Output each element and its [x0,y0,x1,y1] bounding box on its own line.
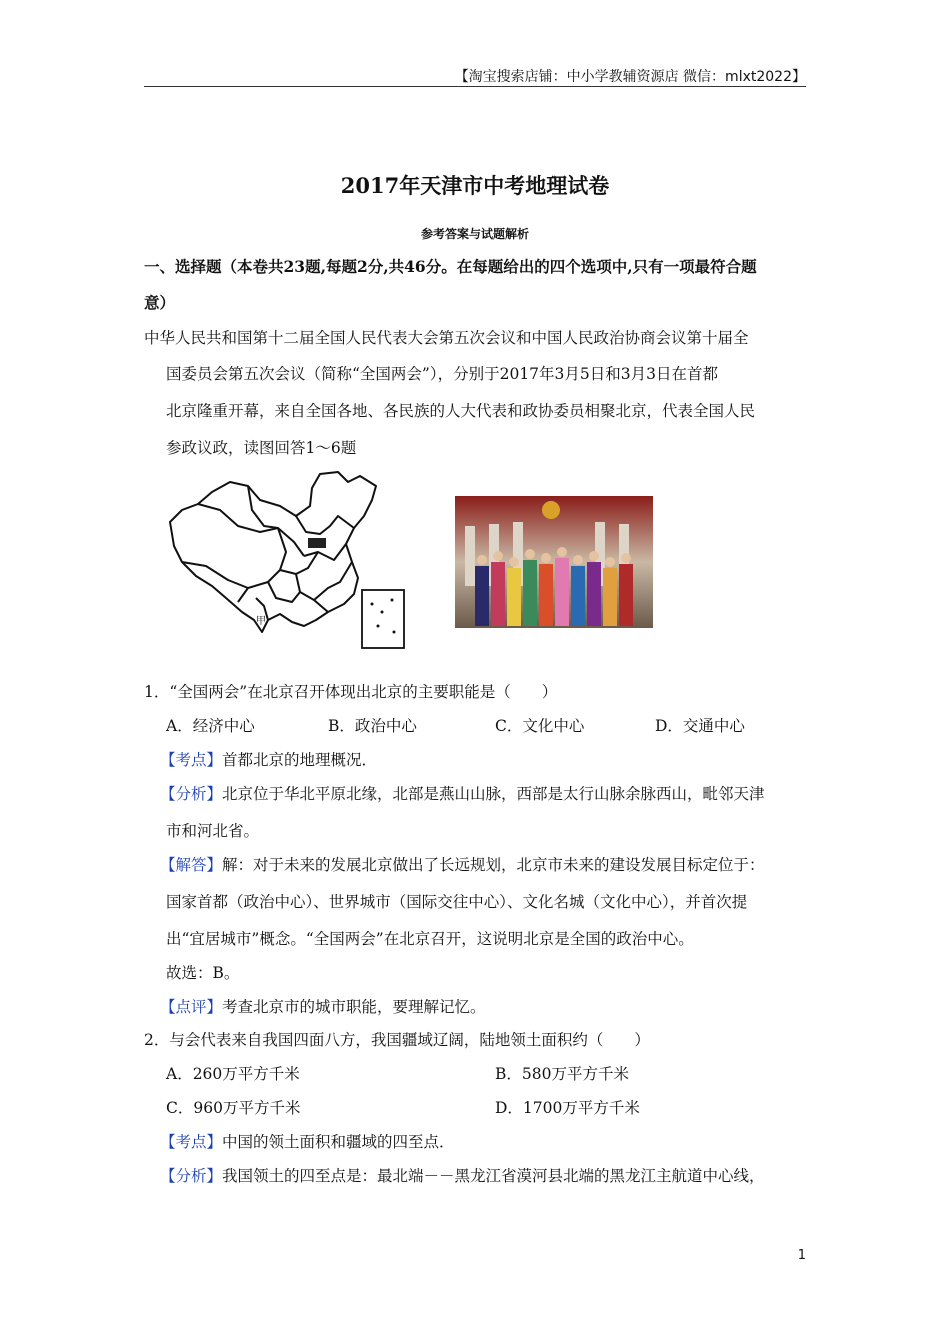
section-heading-line-1: 一、选择题（本卷共23题,每题2分,共46分。在每题给出的四个选项中,只有一项最符合题 [144,257,757,276]
jieda-tag: 【解答】 [160,856,223,874]
q1-dianping [160,995,486,1017]
q2-option-d: D．1700万平方千米 [495,1099,640,1117]
jieda-text: 解：对于未来的发展北京做出了长远规划，北京市未来的建设发展目标定位于： [222,856,765,874]
beijing-marker [308,538,326,548]
q1-kaodian [160,748,377,770]
q1-jieda-cont: 国家首都（政治中心）、世界城市（国际交往中心）、文化名城（文化中心），并首次提 [166,893,748,911]
q1-option-b: B．政治中心 [328,717,417,735]
q1-jieda [160,853,765,875]
q2-option-c: C．960万平方千米 [166,1099,301,1117]
q1-fenxi-cont: 市和河北省。 [166,822,260,840]
intro-line: 国委员会第五次会议（简称“全国两会”），分别于2017年3月5日和3月3日在首都 [166,365,718,383]
q2-kaodian [160,1130,455,1152]
kaodian-tag: 【考点】 [160,1133,223,1151]
q1-option-a: A．经济中心 [166,717,255,735]
kaodian-text: 首都北京的地理概况． [222,751,378,769]
q2-fenxi [160,1164,765,1186]
q2-option-b: B．580万平方千米 [495,1065,629,1083]
dianping-tag: 【点评】 [160,998,223,1016]
page-subtitle: 参考答案与试题解析 [420,227,529,241]
map-label-jia: 甲 [256,616,266,627]
south-sea-inset [362,590,404,648]
q1-jieda-cont: 出“宜居城市”概念。“全国两会”在北京召开，这说明北京是全国的政治中心。 [166,930,694,948]
kaodian-text: 中国的领土面积和疆域的四至点． [222,1133,455,1151]
dianping-text: 考查北京市的城市职能，要理解记忆。 [222,998,486,1016]
fenxi-tag: 【分析】 [160,785,223,803]
delegates-photo [455,496,653,628]
q1-option-d: D．交通中心 [655,717,745,735]
page-title: 2017年天津市中考地理试卷 [340,173,610,198]
delegates-photo-art [455,496,653,628]
intro-line: 北京隆重开幕，来自全国各地、各民族的人大代表和政协委员相聚北京，代表全国人民 [166,402,756,420]
q1-option-c: C．文化中心 [495,717,585,735]
page-number: 1 [797,1248,806,1263]
fenxi-text: 北京位于华北平原北缘，北部是燕山山脉，西部是太行山脉余脉西山，毗邻天津 [222,785,765,803]
fenxi-tag: 【分析】 [160,1167,223,1185]
q1-fenxi [160,782,765,804]
header-divider [144,86,806,87]
section-heading-line-2: 意） [144,293,176,312]
intro-line: 参政议政，读图回答1～6题 [166,439,357,457]
header-note: 【淘宝搜索店铺：中小学教辅资源店 微信：mlxt2022】 [454,69,806,85]
q2-option-a: A．260万平方千米 [166,1065,300,1083]
fenxi-text: 我国领土的四至点是：最北端－－黑龙江省漠河县北端的黑龙江主航道中心线， [222,1167,765,1185]
question-1-stem: 1．“全国两会”在北京召开体现出北京的主要职能是（ ） [144,683,558,701]
china-map-outline [168,470,408,652]
kaodian-tag: 【考点】 [160,751,223,769]
q1-answer: 故选：B。 [166,964,240,982]
china-map-figure [168,470,408,652]
question-2-stem: 2．与会代表来自我国四面八方，我国疆域辽阔，陆地领土面积约（ ） [144,1031,650,1049]
intro-line: 中华人民共和国第十二届全国人民代表大会第五次会议和中国人民政治协商会议第十届全 [144,329,749,347]
